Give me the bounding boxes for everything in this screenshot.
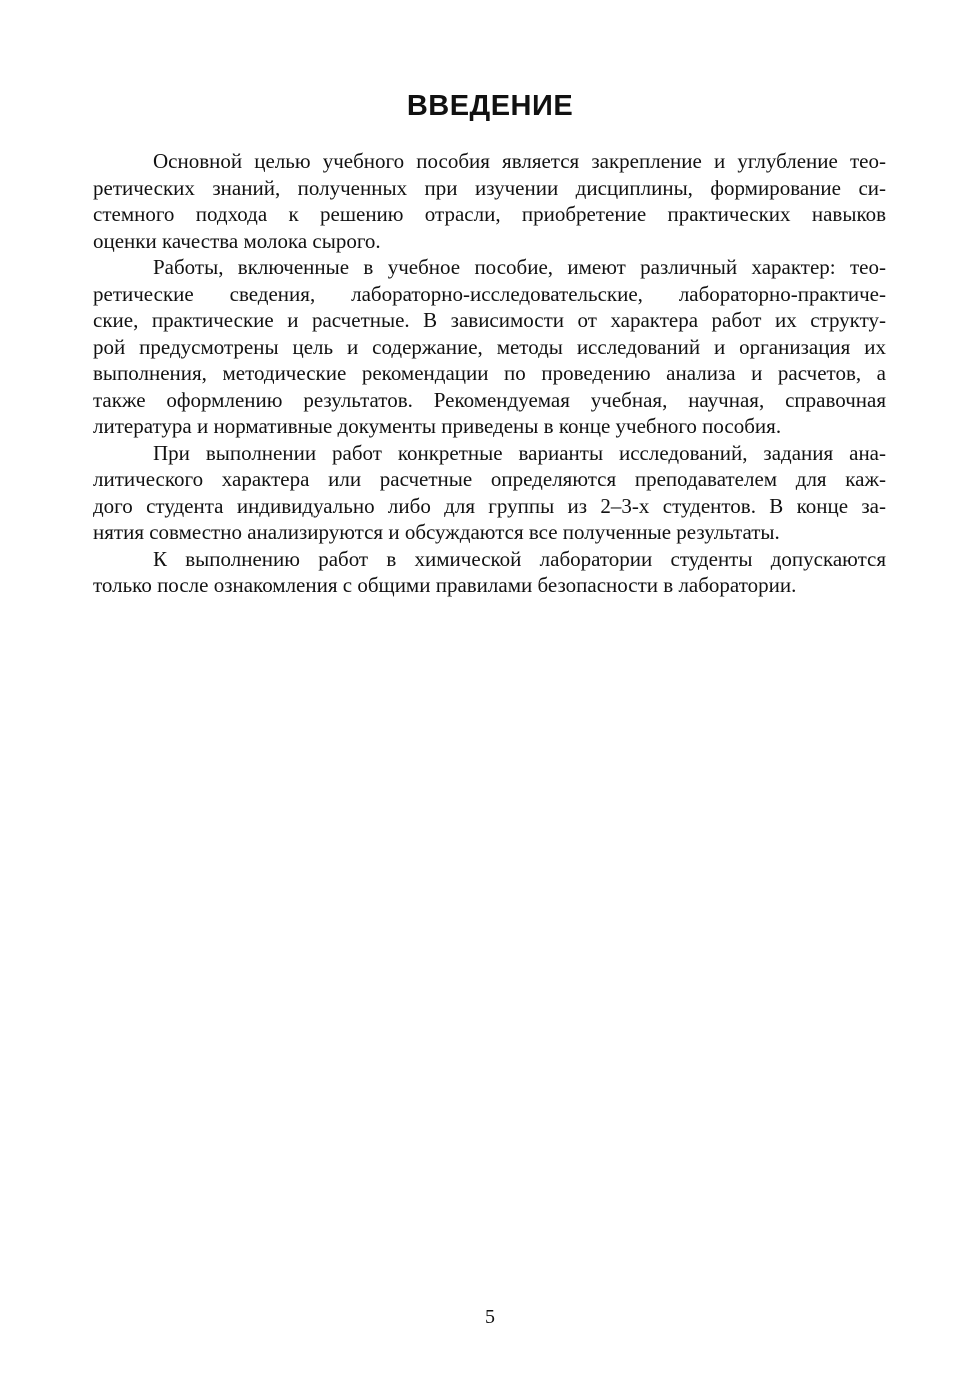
text-line: К выполнению работ в химической лаборатории студенты допускаются (153, 546, 886, 571)
text-line: рой предусмотрены цель и содержание, методы исследований и организация их (93, 334, 886, 359)
text-line: выполнения, методические рекомендации по проведению анализа и расчетов, а (93, 361, 886, 385)
paragraph-3 (93, 440, 886, 546)
text-line: При выполнении работ конкретные варианты исследований, задания ана- (153, 440, 886, 465)
text-line: ретических знаний, полученных при изучении дисциплины, формирование си- (93, 175, 886, 200)
text-line: оценки качества молока сырого. (93, 228, 381, 253)
text-line: только после ознакомления с общими правилами безопасности в лаборатории. (93, 573, 797, 597)
page-number: 5 (485, 1306, 495, 1328)
text-line: дого студента индивидуально либо для группы из 2–3-х студентов. В конце за- (93, 493, 886, 518)
paragraph-1 (93, 148, 886, 254)
text-line: Работы, включенные в учебное пособие, имеют различный характер: тео- (153, 255, 886, 279)
paragraph-4 (93, 546, 886, 599)
text-line: нятия совместно анализируются и обсуждаются все полученные результаты. (93, 520, 780, 544)
text-line: Основной целью учебного пособия является закрепление и углубление тео- (153, 149, 886, 173)
text-line: ские, практические и расчетные. В зависимости от характера работ их структу- (93, 308, 886, 332)
page-title: ВВЕДЕНИЕ (406, 90, 574, 122)
text-line: литического характера или расчетные определяются преподавателем для каж- (93, 467, 886, 491)
text-line: стемного подхода к решению отрасли, приобретение практических навыков (93, 202, 886, 226)
text-line: литература и нормативные документы приведены в конце учебного пособия. (93, 414, 782, 438)
text-line: также оформлению результатов. Рекомендуемая учебная, научная, справочная (93, 387, 886, 412)
paragraph-2 (93, 254, 886, 440)
text-line: ретические сведения, лабораторно-исследовательские, лабораторно-практиче- (93, 281, 886, 306)
document-body (93, 148, 886, 599)
